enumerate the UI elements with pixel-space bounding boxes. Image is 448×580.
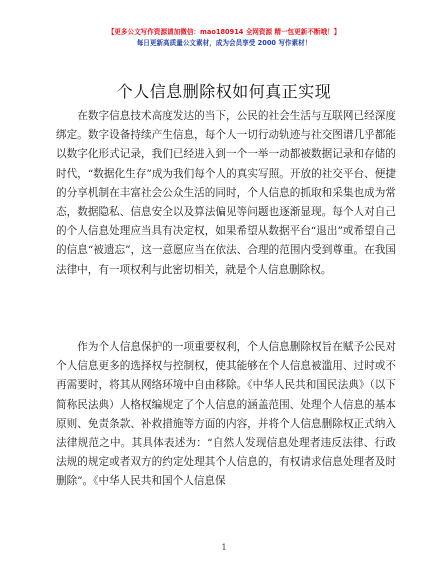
article-paragraph-1: 在数字信息技术高度发达的当下，公民的社会生活与互联网已经深度绑定。数字设备持续产生信息，每个人一切行动轨迹与社交图谱几乎都能以数字化形式记录，我们已经进入到一个一举一动都被数据记录和存储的时代，“数据化生存”成为我们每个人的真实写照。开放的社交平台、便捷的分享机制在丰富社会公众生活的同时，个人信息的抓取和采集也成为常态，数据隐私、信息安全以及算法偏见等问题也逐渐显现。每个人对自己的个人信息处理应当具有决定权，如果希望从数据平台“退出”或希望自己的信息“被遗忘”，这一意愿应当在依法、合理的范围内受到尊重。在我国法律中，有一项权利与此密切相关，就是个人信息删除权。 <box>56 110 396 276</box>
article-paragraph-2: 作为个人信息保护的一项重要权利，个人信息删除权旨在赋予公民对个人信息更多的选择权与控制权，使其能够在个人信息被滥用、过时或不再需要时，将其从网络环境中自由移除。《中华人民共和国民法典》（以下简称民法典）人格权编规定了个人信息的涵盖范围、处理个人信息的基本原则、免责条款、补救措施等方面的内容，并将个人信息删除权正式纳入法律规范之中。其具体表述为：“自然人发现信息处理者违反法律、行政法规的规定或者双方的约定处理其个人信息的，有权请求信息处理者及时删除”。《中华人民共和国个人信息保 <box>56 341 396 488</box>
promo-banner-line-2: 每日更新高质量公文素材，成为会员享受 2000 写作素材！ <box>136 39 312 47</box>
page-number: 1 <box>221 543 227 552</box>
promo-banner-line-1: 【更多公文写作资源请加微信：mao180914 全网资源 精一包更新不断哦！】 <box>107 28 341 36</box>
article-title: 个人信息删除权如何真正实现 <box>116 82 332 101</box>
